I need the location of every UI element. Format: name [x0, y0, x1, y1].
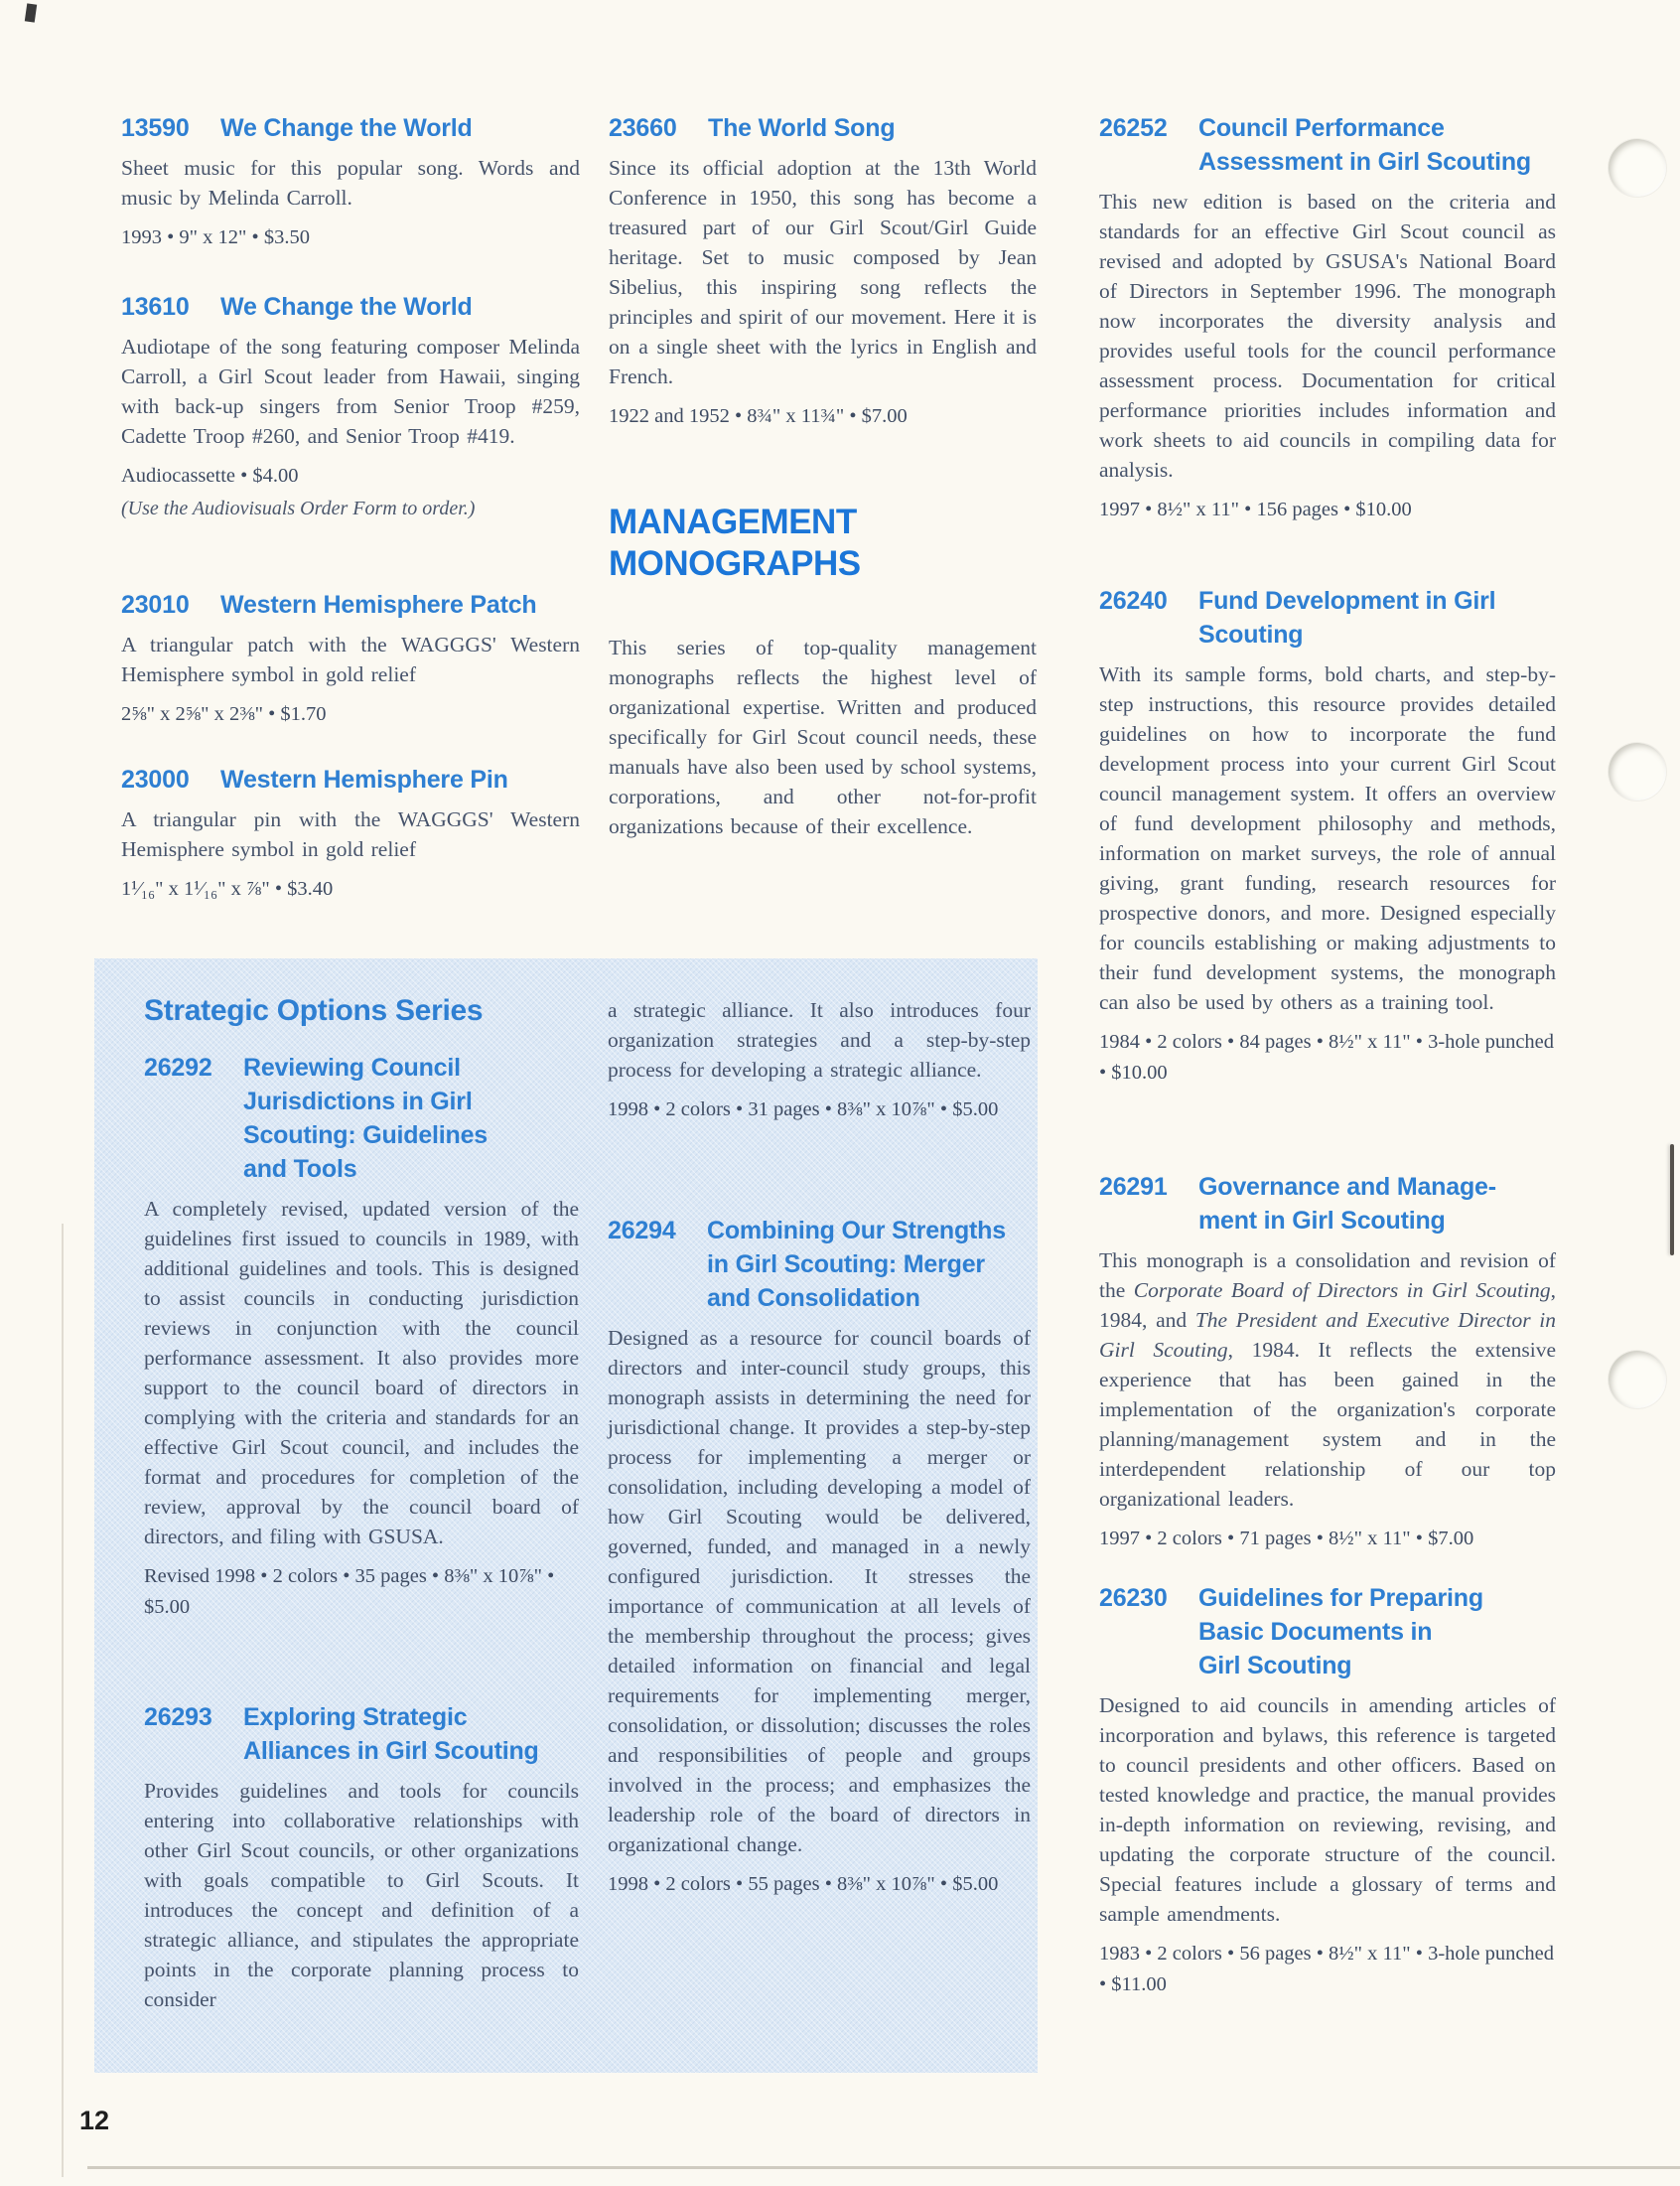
section-heading [609, 502, 1037, 585]
item-description-continued: a strategic alliance. It also introduces four organization strategies and a step-by-step process for developing a strategic alliance. [608, 998, 1031, 1082]
series-heading: Strategic Options Series [144, 994, 484, 1027]
item-spec: 1984 • 2 colors • 84 pages • 8½" x 11" • 3-hole punched • $10.00 [1099, 1031, 1555, 1084]
hole-punch [1609, 139, 1666, 197]
item-code: 26252 [1099, 114, 1168, 142]
scan-corner-mark [25, 3, 37, 22]
item-code: 26240 [1099, 587, 1168, 615]
column-3 [1099, 0, 1556, 2186]
item-title [220, 290, 580, 324]
box-column-left [144, 958, 579, 2073]
page-number: 12 [79, 2106, 110, 2135]
item-description: Sheet music for this popular song. Words and music by Melinda Carroll. [121, 156, 580, 210]
item-title-line: Governance and Manage- [1198, 1173, 1496, 1201]
item-spec: 1983 • 2 colors • 56 pages • 8½" x 11" • 3-hole punched • $11.00 [1099, 1943, 1555, 1995]
item-title-line: Combining Our Strengths [707, 1217, 1006, 1244]
catalog-item-26291 [1099, 1170, 1556, 1554]
item-title [1198, 584, 1556, 652]
item-title-line: Council Performance [1198, 114, 1445, 142]
item-code: 23000 [121, 766, 190, 794]
catalog-item-26294 [608, 1214, 1031, 1900]
section-heading-line: MANAGEMENT [609, 503, 857, 541]
item-title-line: and Consolidation [707, 1284, 920, 1312]
item-heading [121, 111, 580, 145]
item-title-line: Scouting: Guidelines [243, 1121, 489, 1149]
item-title-line: Basic Documents in [1198, 1618, 1433, 1646]
catalog-item-13610 [121, 290, 580, 522]
item-title-line: Guidelines for Preparing [1198, 1584, 1483, 1612]
item-code: 26292 [144, 1054, 212, 1082]
item-title [708, 111, 1037, 145]
item-title [243, 1700, 579, 1768]
item-title-line: Assessment in Girl Scouting [1198, 148, 1531, 176]
catalog-item-23010 [121, 588, 580, 730]
item-title [220, 588, 580, 622]
item-spec: 1998 • 2 colors • 55 pages • 8⅜" x 10⅞" • $5.00 [608, 1873, 999, 1895]
item-code: 26293 [144, 1703, 212, 1731]
item-code: 26291 [1099, 1173, 1168, 1201]
item-title-line: Scouting [1198, 621, 1304, 649]
italic-publication-title: The President and Executive Director in Girl Scouting [1099, 1308, 1556, 1362]
strategic-options-series-box [94, 958, 1038, 2073]
item-description: Provides guidelines and tools for councils entering into collaborative relationships with other Girl Scout councils, or other organizations with goals compatible to Girl Scouts. It introduces the concept and definition of a strategic alliance, and stipulates the appropriate points in the corporate planning process to consider [144, 1779, 579, 2011]
item-title-line: Alliances in Girl Scouting [243, 1737, 539, 1765]
item-code: 23660 [609, 114, 677, 142]
item-title [1198, 1170, 1556, 1238]
item-description: Designed as a resource for council boards of directors and inter-council study groups, this monograph assists in determining the need for jurisdictional change. It provides a step-by-step process for implementing a merger or consolidation, including developing a model of how Girl Scouting would be delivered, governed, funded, and managed in a newly configured jurisdiction. It stresses the importance of communication at all levels of the membership throughout the process; gives detailed information on financial and legal requirements for implementing merger, consolidation, or dissolution; discusses the roles and responsibilities of people and groups involved in the process; and emphasizes the leadership role of the board of directors in organizational change. [608, 1326, 1031, 1856]
item-heading [121, 763, 580, 797]
item-title [1198, 111, 1556, 179]
item-title [707, 1214, 1031, 1315]
section-intro: This series of top-quality management monographs reflects the highest level of organizational expertise. Written and produced specifically for Girl Scout council needs, these manuals have also been used by school systems, corporations, and other not-for-profit organizations because of their excellence. [609, 636, 1037, 838]
box-column-right [608, 958, 1031, 2073]
item-description: This new edition is based on the criteria and standards for an effective Girl Scout council as revised and adopted by GSUSA's National Board of Directors in September 1996. The monograph now incorporates the diversity analysis and provides useful tools for the council performance assessment process. Documentation for critical performance priorities includes information and work sheets to aid councils in compiling data for analysis. [1099, 190, 1556, 482]
item-heading [144, 1051, 579, 1186]
item-title-line: We Change the World [220, 293, 473, 321]
item-code: 13590 [121, 114, 190, 142]
catalog-item-26230 [1099, 1581, 1556, 2000]
item-title-line: Western Hemisphere Patch [220, 591, 537, 619]
hole-punch [1609, 1351, 1666, 1408]
catalog-item-26293 [144, 1700, 579, 2014]
section-heading-line: MONOGRAPHS [609, 544, 861, 583]
item-heading [1099, 584, 1556, 652]
item-title-line: Jurisdictions in Girl [243, 1088, 473, 1115]
catalog-item-26292 [144, 1051, 579, 1623]
item-description: A triangular pin with the WAGGGS' Western Hemisphere symbol in gold relief [121, 807, 580, 861]
item-code: 26294 [608, 1217, 676, 1244]
text-run: , 1984, and [1099, 1278, 1556, 1332]
item-code: 13610 [121, 293, 190, 321]
management-monographs-section [609, 502, 1037, 841]
item-heading [144, 1700, 579, 1768]
item-heading [121, 588, 580, 622]
italic-publication-title: Corporate Board of Directors in Girl Scouting [1133, 1278, 1551, 1302]
catalog-item-26293-continuation [608, 995, 1031, 1125]
item-spec: 2⅝" x 2⅝" x 2⅜" • $1.70 [121, 703, 327, 725]
item-spec: 1997 • 8½" x 11" • 156 pages • $10.00 [1099, 499, 1412, 520]
item-title [243, 1051, 579, 1186]
item-heading [609, 111, 1037, 145]
item-code: 23010 [121, 591, 190, 619]
catalog-item-13590 [121, 111, 580, 253]
item-spec: 1997 • 2 colors • 71 pages • 8½" x 11" • $7.00 [1099, 1528, 1474, 1549]
item-title-line: Reviewing Council [243, 1054, 461, 1082]
catalog-item-26252 [1099, 111, 1556, 525]
item-title [220, 111, 580, 145]
item-description [1099, 1245, 1556, 1514]
item-description: A completely revised, updated version of the guidelines first issued to councils in 1989, with additional guidelines and tools. This is designed to assist councils in conducting jurisdiction reviews in conjunction with the council performance assessment. It also provides more support to the council board of directors in complying with the criteria and standards for an effective Girl Scout council, and includes the format and procedures for completion of the review, approval by the council board of directors, and filing with GSUSA. [144, 1197, 579, 1548]
page-tab-mark [1670, 1144, 1674, 1255]
item-spec: 1922 and 1952 • 8¾" x 11¾" • $7.00 [609, 405, 908, 427]
item-title [220, 763, 580, 797]
item-title-line: in Girl Scouting: Merger [707, 1250, 985, 1278]
item-heading [1099, 111, 1556, 179]
catalog-item-26240 [1099, 584, 1556, 1089]
item-title-line: We Change the World [220, 114, 473, 142]
item-heading [1099, 1581, 1556, 1682]
item-title-line: Exploring Strategic [243, 1703, 468, 1731]
item-description: With its sample forms, bold charts, and step-by-step instructions, this resource provides detailed guidelines on how to incorporate the fund development process into your current Girl Scout council management system. It offers an overview of fund development philosophy and methods, information on market surveys, the role of annual giving, grant funding, research resources for prospective donors, and more. Designed especially for councils establishing or making adjustments to their fund development systems, the monograph can also be used by others as a training tool. [1099, 662, 1556, 1014]
item-title-line: and Tools [243, 1155, 357, 1183]
item-spec: 1¹⁄₁₆" x 1¹⁄₁₆" x ⅞" • $3.40 [121, 878, 334, 900]
item-title [1198, 1581, 1556, 1682]
item-description: A triangular patch with the WAGGGS' Western Hemisphere symbol in gold relief [121, 633, 580, 686]
item-spec: Revised 1998 • 2 colors • 35 pages • 8⅜" x 10⅞" • $5.00 [144, 1565, 555, 1618]
item-order-note: (Use the Audiovisuals Order Form to order.) [121, 498, 476, 519]
item-title-line: Western Hemisphere Pin [220, 766, 508, 794]
item-code: 26230 [1099, 1584, 1168, 1612]
item-heading [608, 1214, 1031, 1315]
bottom-rule [87, 2166, 1680, 2169]
item-description: Since its official adoption at the 13th World Conference in 1950, this song has become a treasured part of our Girl Scout/Girl Guide heritage. Set to music composed by Jean Sibelius, this inspiring song reflects the principles and spirit of our movement. Here it is on a single sheet with the lyrics in English and French. [609, 156, 1037, 388]
scan-edge-line [62, 1224, 64, 2177]
text-run: , 1984. It reflects the extensive experience that has been gained in the implementation of the organization's corporate planning/management system and in the interdependent relationship of our top organizational leaders. [1099, 1338, 1556, 1511]
hole-punch [1609, 743, 1666, 801]
item-title-line: Fund Development in Girl [1198, 587, 1496, 615]
item-heading [1099, 1170, 1556, 1238]
item-title-line: Girl Scouting [1198, 1652, 1352, 1679]
text-run: This monograph is a consolidation and revision of the [1099, 1248, 1556, 1302]
catalog-item-23000 [121, 763, 580, 905]
item-description: Designed to aid councils in amending articles of incorporation and bylaws, this reference is targeted to council presidents and other officers. Based on tested knowledge and practice, the manual provides in-depth information on reviewing, revising, and updating the corporate structure of the council. Special features include a glossary of terms and sample amendments. [1099, 1693, 1556, 1926]
catalog-item-23660 [609, 111, 1037, 432]
item-spec: 1998 • 2 colors • 31 pages • 8⅜" x 10⅞" • $5.00 [608, 1098, 999, 1120]
item-spec: 1993 • 9" x 12" • $3.50 [121, 226, 310, 248]
item-spec: Audiocassette • $4.00 [121, 465, 299, 487]
item-title-line: The World Song [708, 114, 896, 142]
item-heading [121, 290, 580, 324]
item-description: Audiotape of the song featuring composer Melinda Carroll, a Girl Scout leader from Hawaii, singing with back-up singers from Senior Troop #259, Cadette Troop #260, and Senior Troop #419. [121, 335, 580, 448]
item-title-line: ment in Girl Scouting [1198, 1207, 1446, 1235]
